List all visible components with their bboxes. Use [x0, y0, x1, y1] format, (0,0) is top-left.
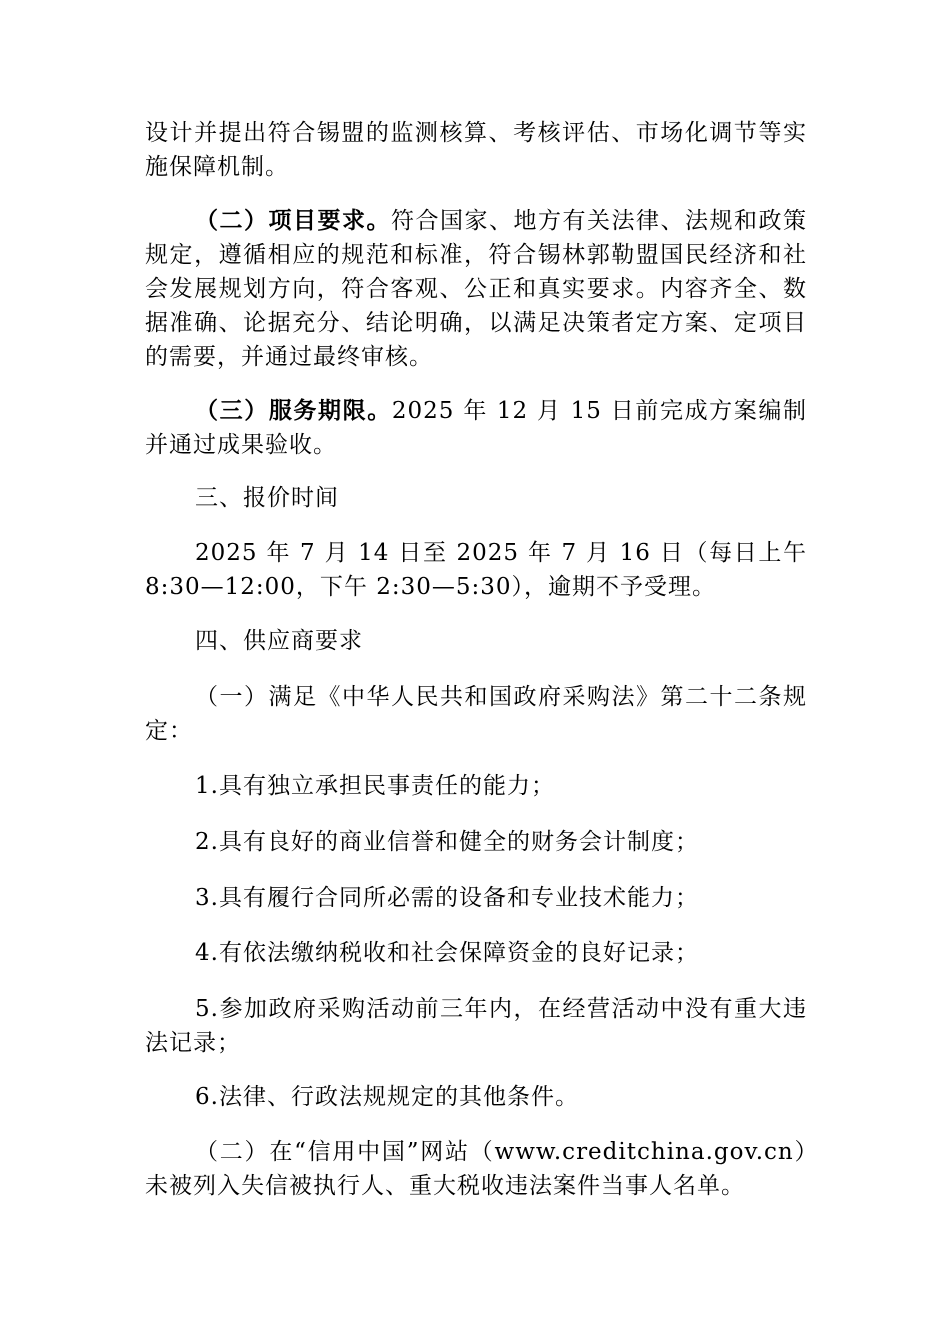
paragraph-quote-time: 2025 年 7 月 14 日至 2025 年 7 月 16 日（每日上午 8:30—12:00，下午 2:30—5:30），逾期不予受理。	[145, 540, 807, 600]
list-item-2: 2.具有良好的商业信誉和健全的财务会计制度；	[195, 829, 699, 855]
paragraph-requirement-2: （二）在“信用中国”网站（www.creditchina.gov.cn）未被列入失信被执行人、重大税收违法案件当事人名单。	[145, 1139, 807, 1199]
section-heading-quote-time: 三、报价时间	[195, 485, 339, 511]
project-requirements-text: 符合国家、地方有关法律、法规和政策规定，遵循相应的规范和标准，符合锡林郭勒盟国民经济和社会发展规划方向，符合客观、公正和真实要求。内容齐全、数据准确、论据充分、结论明确，以满足决策者定方案、定项目的需要，并通过最终审核。	[145, 208, 807, 370]
paragraph-continuation: 设计并提出符合锡盟的监测核算、考核评估、市场化调节等实施保障机制。	[145, 120, 807, 180]
list-item-5: 5.参加政府采购活动前三年内，在经营活动中没有重大违法记录；	[145, 996, 807, 1056]
paragraph-project-requirements	[145, 204, 807, 374]
list-item-4: 4.有依法缴纳税收和社会保障资金的良好记录；	[195, 940, 699, 966]
project-requirements-heading: （二）项目要求。	[195, 208, 391, 234]
list-item-6: 6.法律、行政法规规定的其他条件。	[195, 1084, 579, 1110]
service-period-heading: （三）服务期限。	[195, 398, 392, 424]
paragraph-requirement-1: （一）满足《中华人民共和国政府采购法》第二十二条规定：	[145, 684, 807, 744]
section-heading-supplier-requirements: 四、供应商要求	[195, 628, 363, 654]
paragraph-service-period	[145, 394, 807, 462]
list-item-1: 1.具有独立承担民事责任的能力；	[195, 773, 555, 799]
service-period-text: 2025 年 12 月 15 日前完成方案编制并通过成果验收。	[145, 398, 808, 458]
list-item-3: 3.具有履行合同所必需的设备和专业技术能力；	[195, 885, 699, 911]
